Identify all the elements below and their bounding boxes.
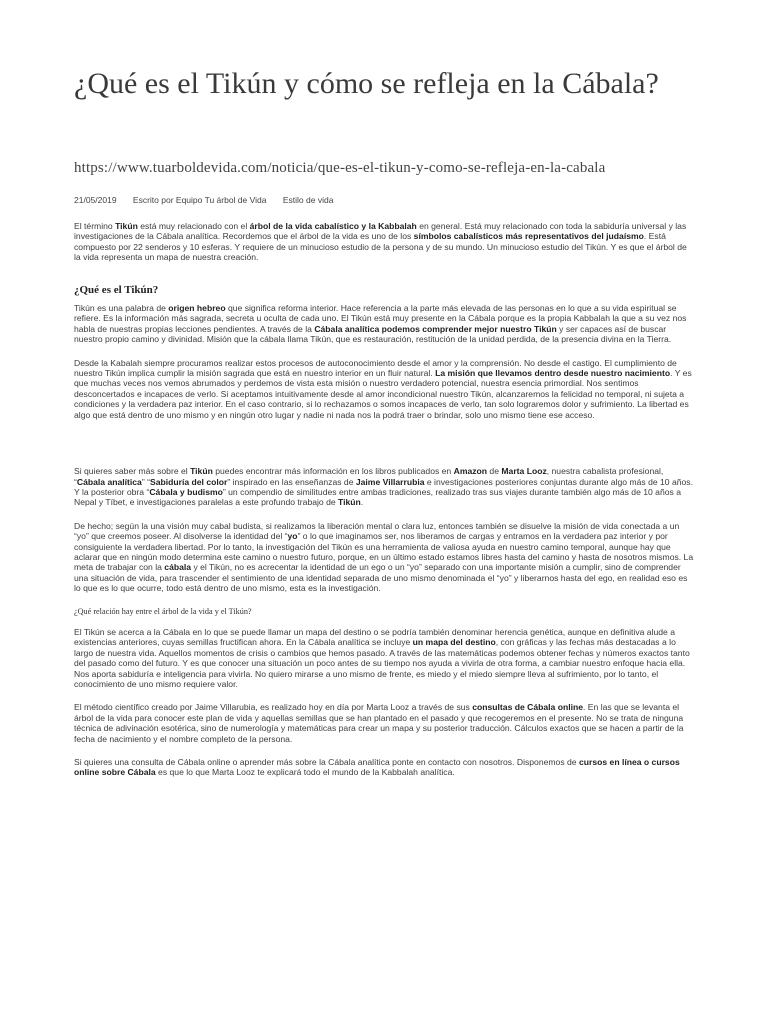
paragraph-intro: El término Tikún está muy relacionado con el árbol de la vida cabalístico y la Kabbalah en general. Está muy relacionado con toda la sabiduría universal y las investigaciones de la Cábala analítica. Recordemos que el árbol de la vida es uno de los símbolos cabalísticos más representativos del judaísmo. Está compuesto por 22 senderos y 10 esferas. Y requiere de un minucioso estudio de la persona y de su mundo. Un minucioso estudio del Tikún. Y es que el árbol de la vida representa un mapa de nuestra creación. <box>74 221 687 263</box>
author-line: Escrito por Equipo Tu árbol de Vida <box>132 195 267 205</box>
paragraph-libros: Si quieres saber más sobre el Tikún puedes encontrar más información en los libros publicados en Amazon de Marta Looz, nuestra cabalista profesional, “Cábala analítica” “Sabiduría del color” inspirado en las enseñanzas de Jaime Villarrubia e investigaciones posteriores conjuntas durante algo más de 10 años. Y la posterior obra “Cábala y budismo” un compendio de similitudes entre ambas tradiciones, realizado tras sus viajes durante también algo más de 10 años a Nepal y Tíbet, e investigaciones paralelas a este profundo trabajo de Tikún. <box>74 466 693 508</box>
heading-relacion-arbol: ¿Qué relación hay entre el árbol de la vida y el Tikún? <box>74 606 252 616</box>
paragraph-vision-budista: De hecho; según la una visión muy cabal budista, si realizamos la liberación mental o clara luz, entonces también se disuelve la misión de vida conectada a un “yo” que creemos poseer. Al disolverse la identidad del “yo” o lo que imaginamos ser, nos liberamos de cargas y entramos en la verdadera paz interior y por consiguiente la verdadera libertad. Por lo tanto, la investigación del Tikún es una herramienta de valiosa ayuda en nuestro camino temporal, aunque hay que aclarar que en ningún modo determina este camino o nuestro futuro, porque, en un último estado estamos libres hasta del camino y hasta de nosotros mismos. La meta de trabajar con la cábala y el Tikún, no es acrecentar la identidad de un ego o un “yo” separado con una importante misión a cumplir, sino de comprender una situación de vida, para trascender el sentimiento de una identidad separada de uno mismo denominada el “yo” y liberarnos hasta del ego, en realidad eso es lo que es lo que ocurre, todo está dentro de uno mismo, esta es la investigación. <box>74 520 694 594</box>
paragraph-mapa-destino: El Tikún se acerca a la Cábala en lo que se puede llamar un mapa del destino o se podría también denominar herencia genética, aunque en definitiva alude a existencias anteriores, cuyas semillas fructifican ahora. En la Cábala analítica se incluye un mapa del destino, con gráficas y las fechas más destacadas a lo largo de nuestra vida. Aquellos momentos de crisis o cambios que hemos pasado. A través de las matemáticas podemos obtener fechas y números exactos tanto del pasado como del futuro. Y es que conocer una situación un poco antes de su tiempo nos ayuda a vivirla de otra forma, a cambiar nuestro enfoque hacia ella. Nos aporta sabiduría e inteligencia para vivirla. No quiero mirarse a uno mismo de frente, es miedo y el miedo siempre lleva al sufrimiento, por lo tanto, el conocimiento de uno mismo requiere valor. <box>74 626 690 689</box>
category-label: Estilo de vida <box>282 195 334 205</box>
heading-que-es-tikun: ¿Qué es el Tikún? <box>74 283 159 296</box>
paragraph-contacto: Si quieres una consulta de Cábala online o aprender más sobre la Cábala analítica ponte en contacto con nosotros. Disponemos de cursos en línea o cursos online sobre Cábala es que lo que Marta Looz te explicará todo el mundo de la Kabbalah analítica. <box>74 757 680 778</box>
article-body <box>74 221 695 791</box>
source-url: https://www.tuarboldevida.com/noticia/que-es-el-tikun-y-como-se-refleja-en-la-cabala <box>74 160 606 176</box>
article-meta <box>74 195 347 205</box>
paragraph-tikun-definition: Tikún es una palabra de origen hebreo que significa reforma interior. Hace referencia a la parte más elevada de las personas en lo que a su vida espiritual se refiere. Es la información más sagrada, secreta u oculta de cada uno. El Tikún está muy presente en la Cábala porque es la propia Kabbalah la que a su vez nos habla de nuestras propias lecciones pendientes. A través de la Cábala analítica podemos comprender mejor nuestro Tikún y ser capaces así de buscar nuestro propio camino y divinidad. Misión que la cábala llama Tikún, que es restauración, restitución de la unidad perdida, de la presencia divina en la Tierra. <box>74 303 687 345</box>
publish-date: 21/05/2019 <box>74 195 117 205</box>
paragraph-metodo: El método científico creado por Jaime Villarubia, es realizado hoy en día por Marta Looz a través de sus consultas de Cábala online. En las que se levanta el árbol de la vida para conocer este plan de vida y aquellas semillas que se han plantado en el pasado y que recogeremos en el presente. No se trata de ninguna técnica de adivinación esotérica, sino de numerología y matemáticas para crear un mapa y su posterior traducción. Cálculos exactos que se hacen a partir de la fecha de nacimiento y el nombre completo de la persona. <box>74 702 684 744</box>
page-title: ¿Qué es el Tikún y cómo se refleja en la Cábala? <box>74 67 659 100</box>
paragraph-autoconocimiento: Desde la Kabalah siempre procuramos realizar estos procesos de autoconocimiento desde el amor y la comprensión. No desde el castigo. El cumplimiento de nuestro Tikún implica cumplir la misión sagrada que está en nuestro interior en un fluir natural. La misión que llevamos dentro desde nuestro nacimiento. Y es que muchas veces nos vemos abrumados y perdemos de vista esta misión o nuestro verdadero potencial, nuestra esencia primordial. Nos sentimos desconcertados e incapaces de verlo. Si aceptamos intuitivamente desde al amor incondicional nuestro Tikún, alcanzaremos la felicidad no temporal, ni sujeta a condiciones y la verdadera paz interior. En el caso contrario, si lo rechazamos o somos incapaces de verlo, tan solo lograremos dolor y sufrimiento. La libertad es algo que está dentro de uno mismo y en ningún otro lugar y nadie ni nada nos la podrá traer o brindar, solo uno mismo tiene ese acceso. <box>74 357 692 420</box>
